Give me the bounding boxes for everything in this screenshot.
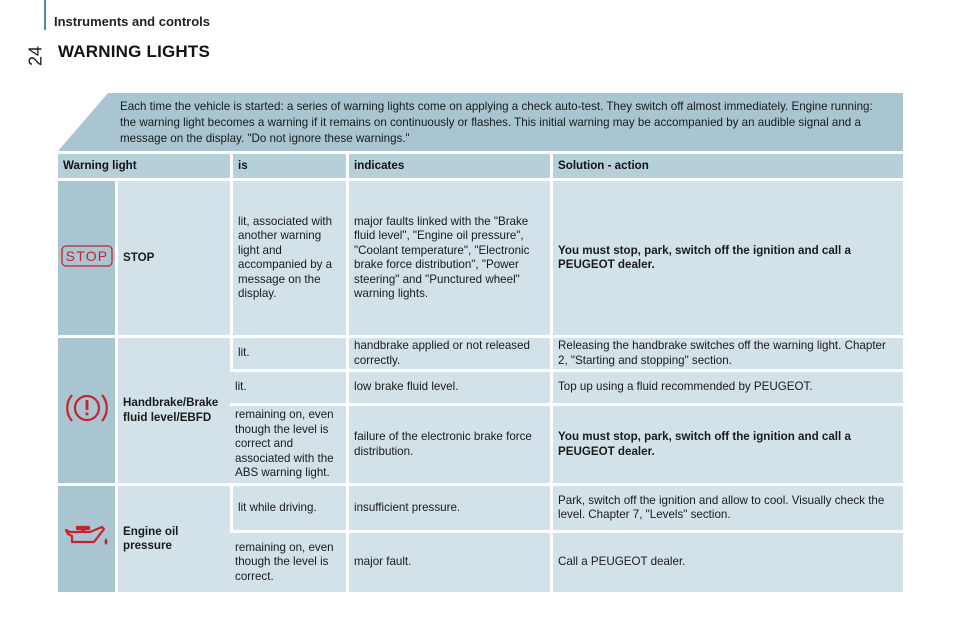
handbrake-row2-indicates: low brake fluid level. bbox=[346, 372, 550, 406]
stop-indicates: major faults linked with the "Brake fluid level", "Engine oil pressure", "Coolant temperature", "Electronic brake force distribution", "Power steering" and "Punctured wheel" warning lights. bbox=[346, 181, 550, 338]
table-row bbox=[58, 338, 903, 372]
handbrake-row1-solution: Releasing the handbrake switches off the warning light. Chapter 2, "Starting and stopping" section. bbox=[550, 338, 903, 372]
header-indicates: indicates bbox=[346, 154, 550, 181]
table-row bbox=[58, 486, 903, 533]
oil-row1-indicates: insufficient pressure. bbox=[346, 486, 550, 533]
table-row bbox=[58, 181, 903, 338]
stop-icon-text: STOP bbox=[65, 247, 108, 264]
page-title: WARNING LIGHTS bbox=[58, 42, 211, 61]
stop-solution: You must stop, park, switch off the ignition and call a PEUGEOT dealer. bbox=[550, 181, 903, 338]
warning-name-oil: Engine oil pressure bbox=[115, 486, 230, 595]
handbrake-row3-indicates: failure of the electronic brake force distribution. bbox=[346, 406, 550, 486]
oil-row2-is: remaining on, even though the level is correct. bbox=[230, 533, 346, 595]
oil-row1-solution: Park, switch off the ignition and allow to cool. Visually check the level. Chapter 7, "Levels" section. bbox=[550, 486, 903, 533]
oil-row2-indicates: major fault. bbox=[346, 533, 550, 595]
brake-icon-cell bbox=[58, 338, 115, 486]
oil-icon-cell bbox=[58, 486, 115, 595]
warning-name-stop: STOP bbox=[115, 181, 230, 338]
stop-icon bbox=[61, 245, 113, 267]
handbrake-row2-is: lit. bbox=[230, 372, 346, 406]
handbrake-row2-solution: Top up using a fluid recommended by PEUGEOT. bbox=[550, 372, 903, 406]
handbrake-row1-is: lit. bbox=[230, 338, 346, 372]
intro-text: Each time the vehicle is started: a series of warning lights come on applying a check auto-test. They switch off almost immediately. Engine running: the warning light becomes a warning if it remains on continuously or flashes. This initial warning may be accompanied by an audible signal and a message on the display. "Do not ignore these warnings." bbox=[120, 100, 873, 145]
handbrake-row3-solution: You must stop, park, switch off the ignition and call a PEUGEOT dealer. bbox=[550, 406, 903, 486]
stop-is: lit, associated with another warning light and accompanied by a message on the display. bbox=[230, 181, 346, 338]
section-accent-bar bbox=[44, 0, 46, 30]
page-number: 24 bbox=[25, 45, 46, 67]
handbrake-row3-is: remaining on, even though the level is correct and associated with the ABS warning light. bbox=[230, 406, 346, 486]
oil-row2-solution: Call a PEUGEOT dealer. bbox=[550, 533, 903, 595]
brake-warning-icon bbox=[64, 387, 110, 429]
section-title: Instruments and controls bbox=[54, 14, 211, 29]
table-header-row bbox=[58, 154, 903, 181]
warning-name-handbrake: Handbrake/Brake fluid level/EBFD bbox=[115, 338, 230, 486]
warning-lights-table bbox=[58, 154, 903, 595]
header-is: is bbox=[230, 154, 346, 181]
oil-can-icon bbox=[62, 522, 112, 552]
handbrake-row1-indicates: handbrake applied or not released correctly. bbox=[346, 338, 550, 372]
header-solution: Solution - action bbox=[550, 154, 903, 181]
oil-row1-is: lit while driving. bbox=[230, 486, 346, 533]
header-warning-light: Warning light bbox=[58, 154, 230, 181]
stop-icon-cell bbox=[58, 181, 115, 338]
